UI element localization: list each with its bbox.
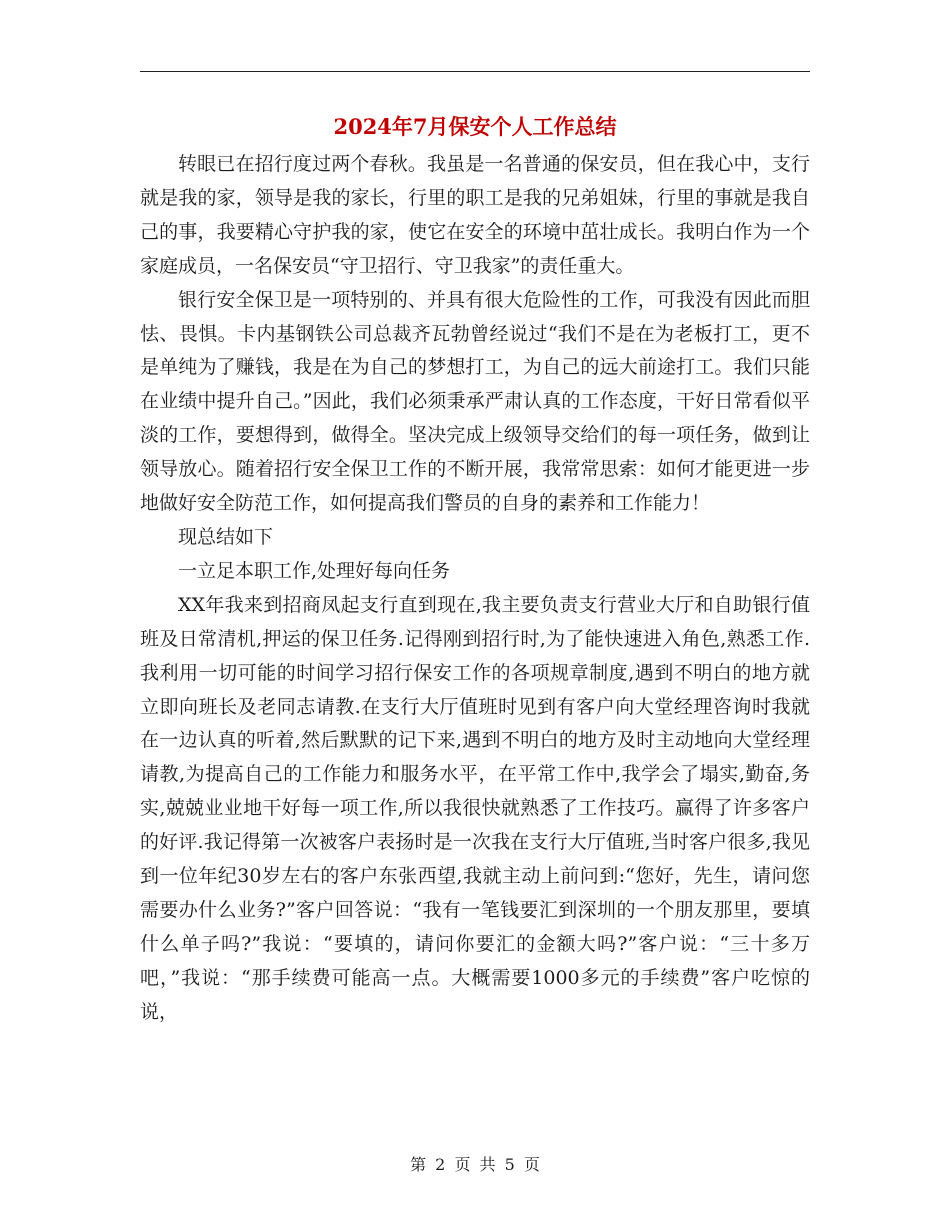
page-number: 第 2 页 共 5 页	[410, 1155, 540, 1174]
document-title: 2024年7月保安个人工作总结	[333, 114, 617, 139]
paragraph-2: 银行安全保卫是一项特别的、并具有很大危险性的工作，可我没有因此而胆怯、畏惧。卡内基钢铁公司总裁齐瓦勃曾经说过“我们不是在为老板打工，更不是单纯为了赚钱，我是在为自己的梦想打工，为自己的远大前途打工。我们只能在业绩中提升自己。”因此，我们必须秉承严肃认真的工作态度，干好日常看似平淡的工作，要想得到，做得全。坚决完成上级领导交给们的每一项任务，做到让领导放心。随着招行安全保卫工作的不断开展，我常常思索：如何才能更进一步地做好安全防范工作，如何提高我们警员的自身的素养和工作能力！	[140, 288, 810, 515]
paragraph-1: 转眼已在招行度过两个春秋。我虽是一名普通的保安员，但在我心中，支行就是我的家，领导是我的家长，行里的职工是我的兄弟姐妹，行里的事就是我自己的事，我要精心守护我的家，使它在安全的环境中茁壮成长。我明白作为一个家庭成员，一名保安员“守卫招行、守卫我家”的责任重大。	[140, 153, 810, 277]
section-heading: 一立足本职工作,处理好每向任务	[178, 559, 451, 582]
header-rule	[140, 71, 810, 72]
paragraph-4: XX年我来到招商凤起支行直到现在,我主要负责支行营业大厅和自助银行值班及日常清机,押运的保卫任务.记得刚到招行时,为了能快速进入角色,熟悉工作.我利用一切可能的时间学习招行保安工作的各项规章制度,遇到不明白的地方就立即向班长及老同志请教.在支行大厅值班时见到有客户向大堂经理咨询时我就在一边认真的听着,然后默默的记下来,遇到不明白的地方及时主动地向大堂经理请教,为提高自己的工作能力和服务水平，在平常工作中,我学会了塌实,勤奋,务实,兢兢业业地干好每一项工作,所以我很快就熟悉了工作技巧。赢得了许多客户的好评.我记得第一次被客户表扬时是一次我在支行大厅值班,当时客户很多,我见到一位年纪30岁左右的客户东张西望,我就主动上前问到:“您好，先生，请问您需要办什么业务?”客户回答说：“我有一笔钱要汇到深圳的一个朋友那里，要填什么单子吗?”我说：“要填的，请问你要汇的金额大吗?”客户说：“三十多万吧，”我说：“那手续费可能高一点。大概需要1000多元的手续费”客户吃惊的说，	[140, 593, 810, 1023]
document-body	[140, 148, 810, 1030]
paragraph-3: 现总结如下	[178, 525, 274, 548]
